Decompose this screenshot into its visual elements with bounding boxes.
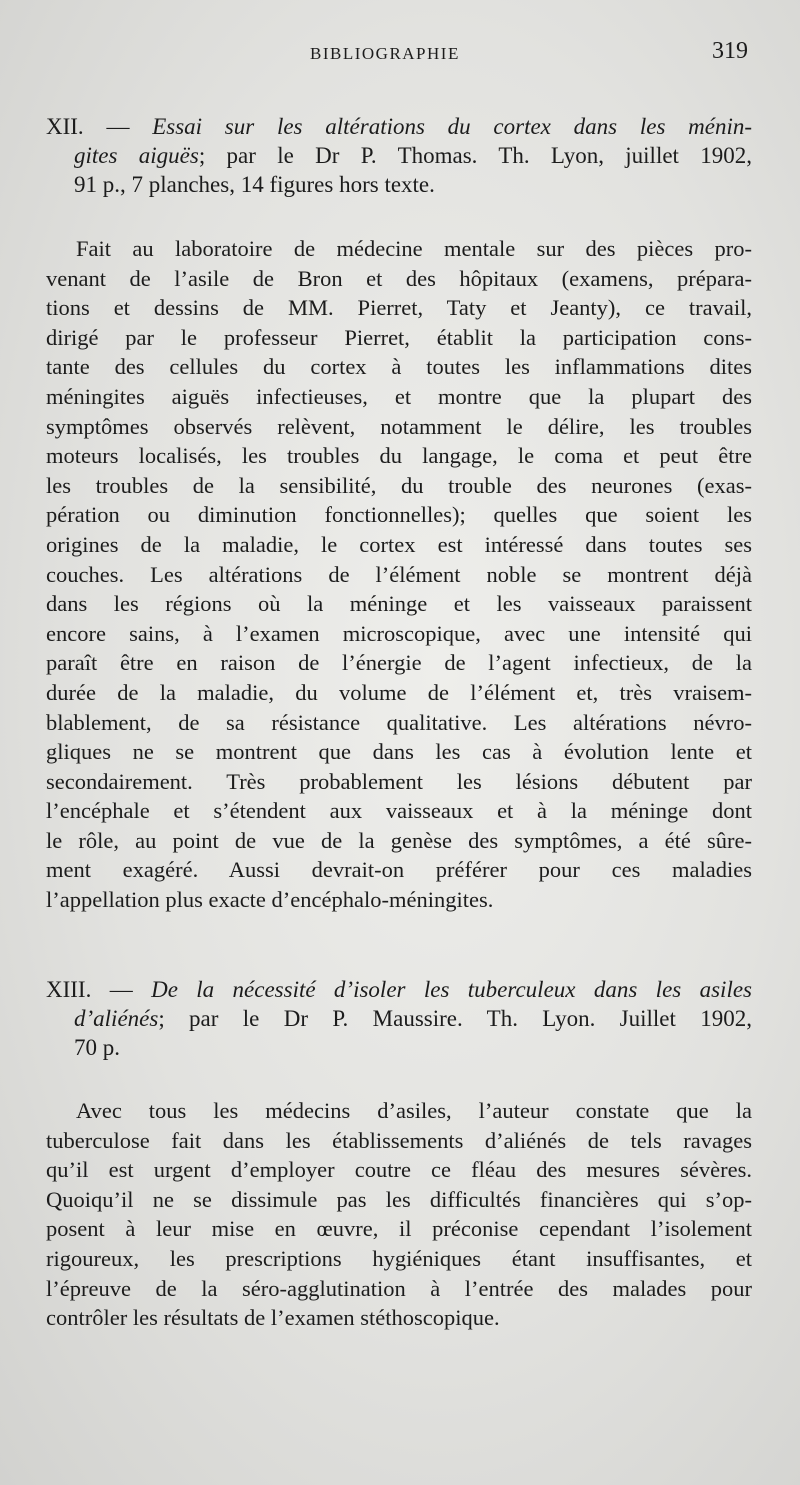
entry-heading-xii bbox=[46, 112, 752, 199]
paragraph-line: dirigé par le professeur Pierret, établit la participation cons- bbox=[46, 324, 752, 350]
entry-citation-line bbox=[46, 141, 752, 170]
paragraph-line: tante des cellules du cortex à toutes les inflammations dites bbox=[46, 354, 752, 380]
entry-body-xii bbox=[46, 234, 752, 915]
entry-title-line: XII. — Essai sur les altérations du cortex dans les ménin- bbox=[46, 114, 753, 139]
entry-citation: ; par le Dr P. Thomas. Th. Lyon, juillet 1902, bbox=[198, 143, 752, 168]
paragraph-line: contrôler les résultats de l’examen stéthoscopique. bbox=[46, 1305, 500, 1331]
paragraph-line: dans les régions où la méninge et les vaisseaux paraissent bbox=[46, 591, 752, 617]
paragraph-line: le rôle, au point de vue de la genèse des symptômes, a été sûre- bbox=[46, 827, 752, 853]
entry-title: De la nécessité d’isoler les tuberculeux dans les asiles bbox=[151, 977, 752, 1002]
paragraph-line: gliques ne se montrent que dans les cas à évolution lente et bbox=[46, 739, 752, 765]
paragraph-line: Avec tous les médecins d’asiles, l’auteur constate que la bbox=[76, 1098, 752, 1123]
paragraph-line: origines de la maladie, le cortex est intéressé dans toutes ses bbox=[46, 531, 752, 557]
paragraph-line: couches. Les altérations de l’élément noble se montrent déjà bbox=[46, 561, 752, 587]
paragraph-line: Quoiqu’il ne se dissimule pas les difficultés financières qui s’op- bbox=[46, 1186, 752, 1212]
entry-heading-xiii bbox=[46, 975, 752, 1062]
paragraph-line: les troubles de la sensibilité, du trouble des neurones (exas- bbox=[46, 472, 752, 498]
paragraph-line: blablement, de sa résistance qualitative. Les altérations névro- bbox=[46, 709, 752, 735]
entry-citation-line: 91 p., 7 planches, 14 figures hors texte. bbox=[74, 172, 435, 197]
page-header bbox=[0, 38, 800, 68]
paragraph-line: tuberculose fait dans les établissements d’aliénés de tels ravages bbox=[46, 1127, 752, 1153]
paragraph-line: méningites aiguës infectieuses, et montre que la plupart des bbox=[46, 383, 752, 409]
paragraph-line: ment exagéré. Aussi devrait-on préférer pour ces maladies bbox=[46, 857, 752, 883]
paragraph-line: moteurs localisés, les troubles du langage, le coma et peut être bbox=[46, 443, 752, 469]
paragraph-line: l’appellation plus exacte d’encéphalo-méningites. bbox=[46, 887, 494, 913]
running-title: BIBLIOGRAPHIE bbox=[310, 44, 460, 63]
entry-title-cont: gites aiguës bbox=[74, 143, 199, 168]
paragraph-line: tions et dessins de MM. Pierret, Taty et Jeanty), ce travail, bbox=[46, 295, 752, 321]
paragraph-line: posent à leur mise en œuvre, il préconise cependant l’isolement bbox=[46, 1216, 752, 1242]
entry-number: XII. bbox=[46, 114, 84, 139]
paragraph-line: pération ou diminution fonctionnelles); quelles que soient les bbox=[46, 502, 752, 528]
entry-title-cont: d’aliénés bbox=[74, 1006, 159, 1031]
entry-citation: ; par le Dr P. Maussire. Th. Lyon. Juillet 1902, bbox=[158, 1006, 752, 1031]
entry-citation-line: 70 p. bbox=[74, 1035, 120, 1060]
paragraph-line: l’encéphale et s’étendent aux vaisseaux et à la méninge dont bbox=[46, 798, 752, 824]
page-number: 319 bbox=[712, 38, 748, 64]
paragraph-line: durée de la maladie, du volume de l’élément et, très vraisem- bbox=[46, 679, 752, 705]
entry-title-line: XIII. — De la nécessité d’isoler les tuberculeux dans les asiles bbox=[46, 977, 752, 1002]
entry-citation-line bbox=[46, 1004, 752, 1033]
entry-body-xiii bbox=[46, 1096, 752, 1333]
entry-number: XIII. bbox=[46, 977, 92, 1002]
paragraph-line: symptômes observés relèvent, notamment le délire, les troubles bbox=[46, 413, 752, 439]
paragraph-line: Fait au laboratoire de médecine mentale sur des pièces pro- bbox=[76, 236, 752, 261]
paragraph-line: secondairement. Très probablement les lésions débutent par bbox=[46, 768, 752, 794]
paragraph-line: encore sains, à l’examen microscopique, avec une intensité qui bbox=[46, 620, 752, 646]
entry-title: Essai sur les altérations du cortex dans les ménin- bbox=[152, 114, 753, 139]
paragraph-line: rigoureux, les prescriptions hygiéniques étant insuffisantes, et bbox=[46, 1245, 752, 1271]
paragraph-line: paraît être en raison de l’énergie de l’agent infectieux, de la bbox=[46, 650, 752, 676]
paragraph-line: l’épreuve de la séro-agglutination à l’entrée des malades pour bbox=[46, 1275, 752, 1301]
paragraph-line: venant de l’asile de Bron et des hôpitaux (examens, prépara- bbox=[46, 265, 752, 291]
paragraph-line: qu’il est urgent d’employer coutre ce fléau des mesures sévères. bbox=[46, 1157, 752, 1183]
